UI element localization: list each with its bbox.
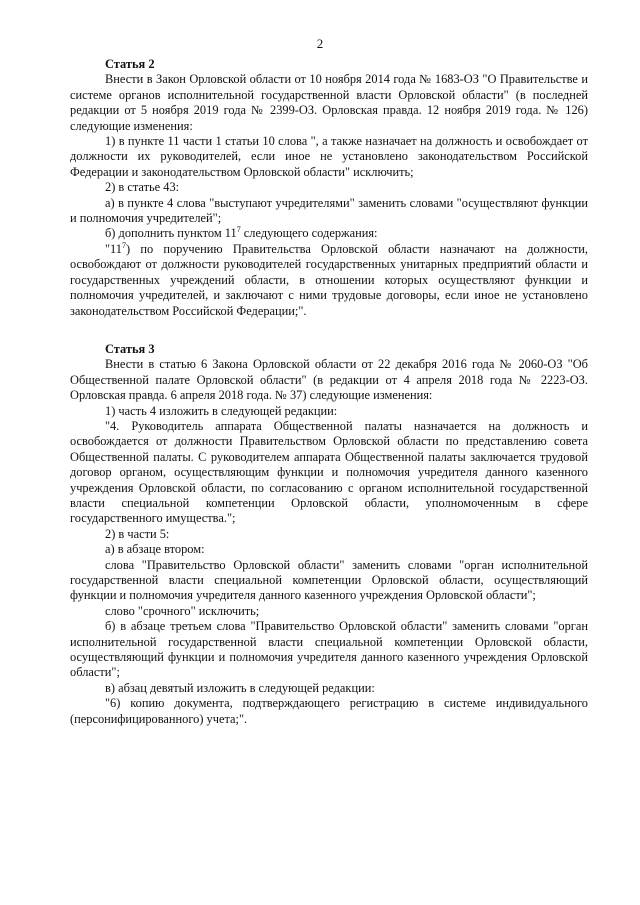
- article-2-item-1: 1) в пункте 11 части 1 статьи 10 слова ", а также назначает на должность и освобождает от должности их руководителей, если иное не установлено законодательством Российской Федерации и законодательством Орловской области" исключить;: [70, 134, 588, 179]
- text-span: "11: [105, 241, 122, 256]
- article-3-intro: Внести в статью 6 Закона Орловской области от 22 декабря 2016 года № 2060-ОЗ "Об Общественной палате Орловской области" (в редакции от 4 апреля 2018 года № 2223-ОЗ. Орловская правда. 6 апреля 2018 года. № 37) следующие изменения:: [70, 357, 588, 403]
- article-3-part-4-text: "4. Руководитель аппарата Общественной палаты назначается на должность и освобождается от должности Правительством Орловской области по представлению совета Общественной палаты. С руководителем аппарата Общественной палаты заключается трудовой договор органом, осуществляющим функции и полномочия учредителя данного казенного учреждения Орловской области, по согласованию с органом исполнительной государственной власти специальной компетенции Орловской области, уполномоченным в сфере государственного имущества.";: [70, 418, 588, 526]
- article-2-new-point-text: [70, 242, 588, 319]
- article-3-item-1: 1) часть 4 изложить в следующей редакции:: [105, 403, 338, 418]
- text-span: ) по поручению Правительства Орловской области назначают на должности, освобождают от должности руководителей государственных унитарных предприятий области и государственных учреждений области, в отношении которых осуществляют функции и полномочия учредителей, и заключают с ними трудовые договоры, если иное не установлено законодательством Российской Федерации;".: [70, 241, 588, 318]
- article-3-item-2a: а) в абзаце втором:: [105, 542, 205, 557]
- article-2-item-2: 2) в статье 43:: [105, 180, 180, 195]
- article-3-item-2a-exclude: слово "срочного" исключить;: [105, 603, 260, 618]
- spacer: [70, 319, 588, 342]
- article-3-item-2: 2) в части 5:: [105, 526, 170, 541]
- article-2: [70, 57, 588, 319]
- superscript: 7: [236, 225, 241, 235]
- article-2-item-2b: [70, 226, 588, 241]
- article-3-heading: Статья 3: [105, 341, 155, 356]
- superscript: 7: [122, 240, 126, 250]
- text-span: следующего содержания:: [240, 226, 378, 241]
- page-number: 2: [316, 36, 324, 51]
- article-3-item-2b: б) в абзаце третьем слова "Правительство Орловской области" заменить словами "орган исполнительной государственной власти специальной компетенции Орловской области, осуществляющий функции и полномочия учредителя данного казенного учреждения Орловской области";: [70, 619, 588, 680]
- article-3-item-2a-words: слова "Правительство Орловской области" заменить словами "орган исполнительной государственной власти специальной компетенции Орловской области, осуществляющий функции и полномочия учредителя данного казенного учреждения Орловской области";: [70, 557, 588, 603]
- article-3: [70, 342, 588, 727]
- document-body: [70, 57, 588, 727]
- article-2-heading: Статья 2: [105, 57, 155, 71]
- article-3-item-2c: в) абзац девятый изложить в следующей редакции:: [105, 680, 375, 695]
- text-span: б) дополнить пунктом 11: [105, 226, 237, 241]
- article-2-item-2a: а) в пункте 4 слова "выступают учредителями" заменить словами "осуществляют функции и полномочия учредителей";: [70, 195, 588, 226]
- article-2-intro: Внести в Закон Орловской области от 10 ноября 2014 года № 1683-ОЗ "О Правительстве и системе органов исполнительной государственной власти Орловской области" (в последней редакции от 5 ноября 2019 года № 2399-ОЗ. Орловская правда. 12 ноября 2019 года. № 126) следующие изменения:: [70, 72, 588, 133]
- article-3-item-2c-text: "6) копию документа, подтверждающего регистрацию в системе индивидуального (персонифицированного) учета;".: [70, 696, 588, 726]
